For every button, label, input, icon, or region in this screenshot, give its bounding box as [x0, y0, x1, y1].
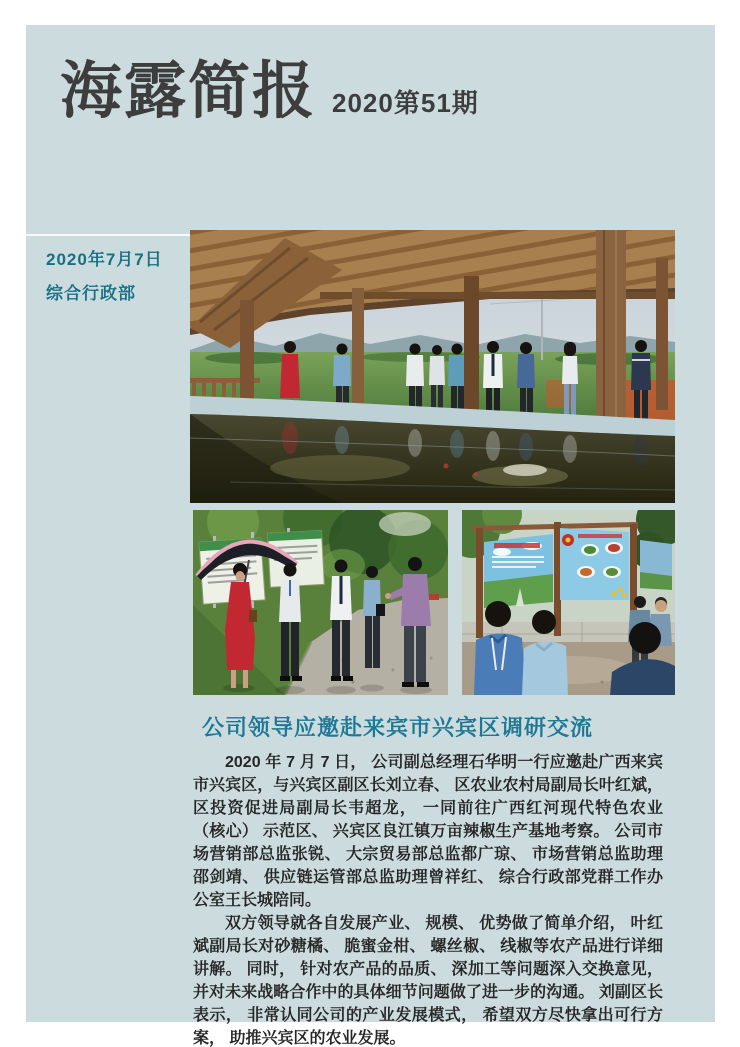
- distant-vehicle: [429, 594, 439, 600]
- department-label: 综合行政部: [46, 284, 136, 303]
- left-display-board: [484, 534, 553, 608]
- right-display-board: [560, 528, 629, 600]
- main-photo-pavilion: [190, 230, 675, 503]
- publish-date: 2020年7月7日: [46, 250, 163, 269]
- issue-number: 2020第51期: [332, 88, 479, 118]
- divider-line: [26, 234, 191, 236]
- pavilion-photo-illustration: [190, 230, 675, 503]
- photo-roadside-discussion: [193, 510, 448, 695]
- third-display-board: [640, 540, 672, 590]
- masthead: [60, 57, 479, 126]
- newsletter-title: 海露简报: [60, 57, 317, 126]
- roadside-photo-illustration: [193, 510, 448, 695]
- page-background: [26, 25, 715, 1047]
- photo-display-boards: [462, 510, 675, 695]
- article-paragraph-1: 2020 年 7 月 7 日， 公司副总经理石华明一行应邀赴广西来宾市兴宾区，与兴宾区副区长刘立春、 区农业农村局副局长叶红斌， 区投资促进局副局长韦超龙， 一同前往广西红河现代特色农业 （核心） 示范区、 兴宾区良江镇万亩辣椒生产基地考察。 公司市场营销部总监张锐、 大宗贸易部总监都广琼、 市场营销总监助理邵剑靖、 供应链运管部总监助理曾祥红、 综合行政部党群工作办公室王长城陪同。: [193, 754, 663, 909]
- article-heading: 公司领导应邀赴来宾市兴宾区调研交流: [202, 715, 594, 740]
- article-body: [193, 751, 663, 1047]
- article-paragraph-2: 双方领导就各自发展产业、 规模、 优势做了简单介绍， 叶红斌副局长对砂糖橘、 脆蜜金柑、 螺丝椒、 线椒等农产品进行详细讲解。 同时， 针对农产品的品质、 深加工等问题深入交换意见， 并对未来战略合作中的具体细节问题做了进一步的沟通。 刘副区长表示， 非常认同公司的产业发展模式， 希望双方尽快拿出可行方案， 助推兴宾区的农业发展。: [193, 915, 663, 1047]
- display-boards-photo-illustration: [462, 510, 675, 695]
